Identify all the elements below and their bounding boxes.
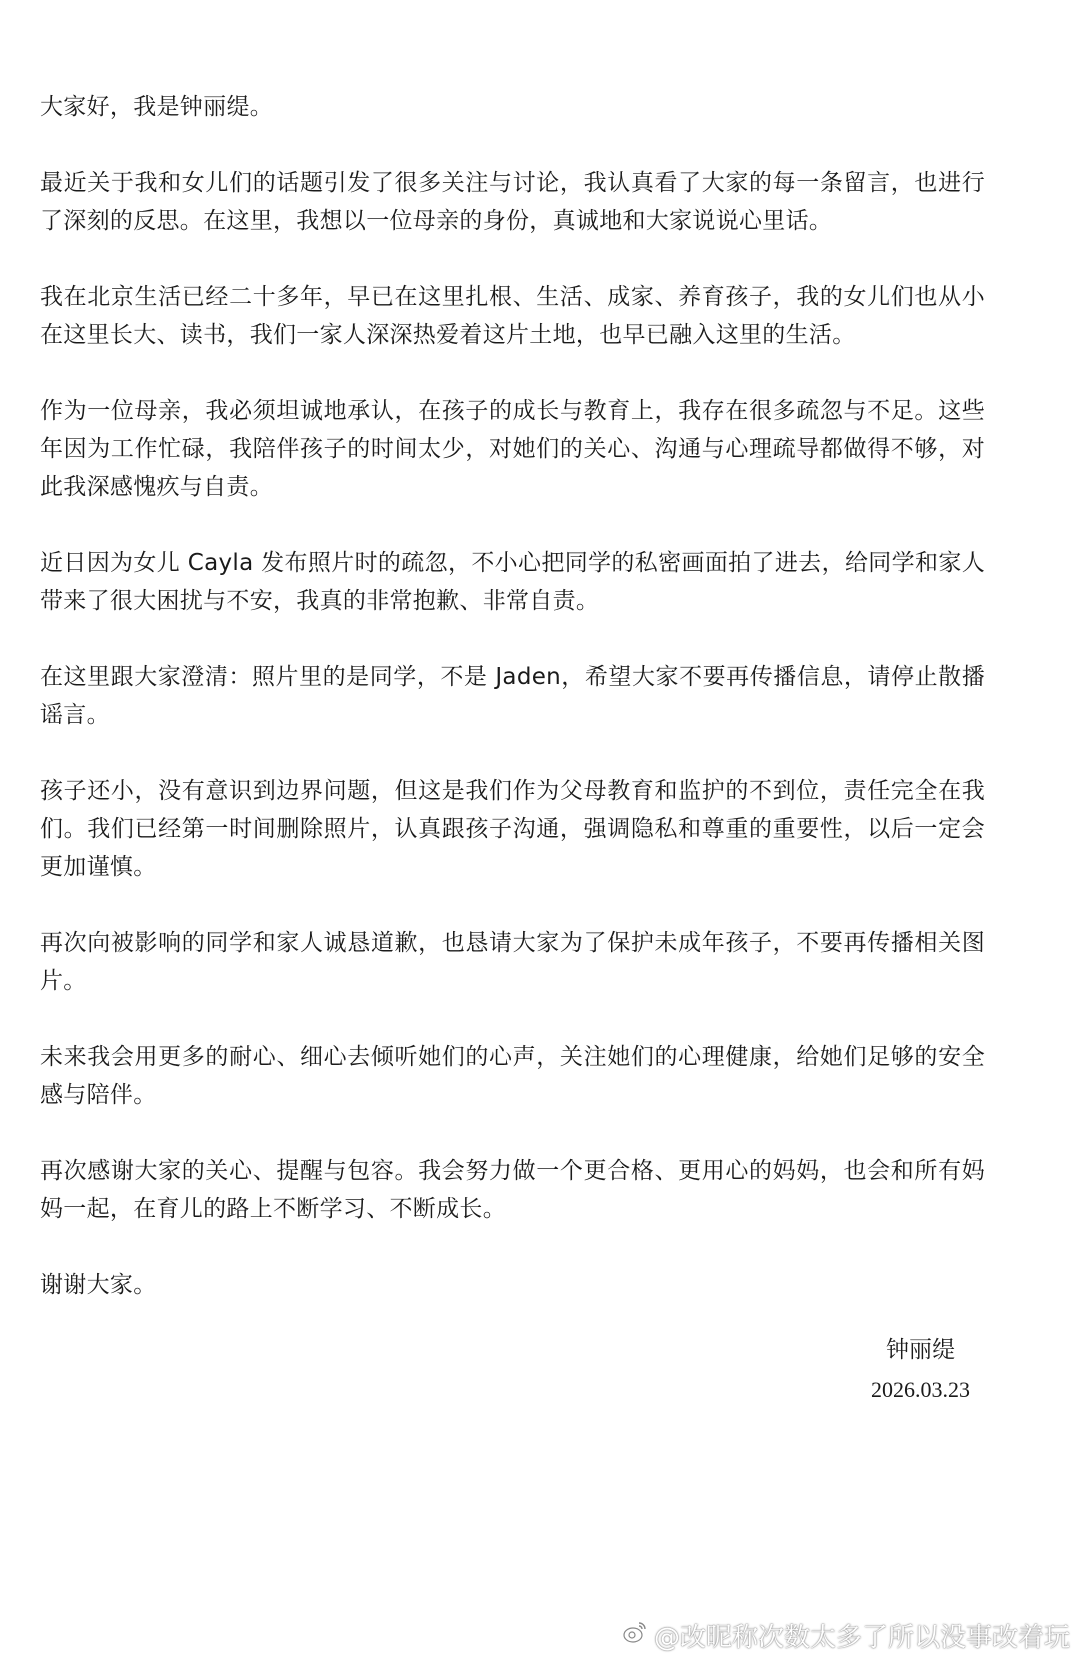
paragraph: 最近关于我和女儿们的话题引发了很多关注与讨论，我认真看了大家的每一条留言，也进行了深刻的反思。在这里，我想以一位母亲的身份，真诚地和大家说说心里话。 <box>40 170 985 234</box>
paragraph: 近日因为女儿 Cayla 发布照片时的疏忽，不小心把同学的私密画面拍了进去，给同学和家人带来了很大困扰与不安，我真的非常抱歉、非常自责。 <box>40 550 985 614</box>
signature-name: 钟丽缇 <box>886 1337 955 1363</box>
paragraph: 再次向被影响的同学和家人诚恳道歉，也恳请大家为了保护未成年孩子，不要再传播相关图片。 <box>40 930 985 994</box>
paragraph: 在这里跟大家澄清：照片里的是同学，不是 Jaden，希望大家不要再传播信息，请停止散播谣言。 <box>40 664 985 728</box>
letter-body <box>40 88 985 1342</box>
paragraph: 再次感谢大家的关心、提醒与包容。我会努力做一个更合格、更用心的妈妈，也会和所有妈妈一起，在育儿的路上不断学习、不断成长。 <box>40 1158 985 1222</box>
paragraph: 我在北京生活已经二十多年，早已在这里扎根、生活、成家、养育孩子，我的女儿们也从小在这里长大、读书，我们一家人深深热爱着这片土地，也早已融入这里的生活。 <box>40 284 985 348</box>
paragraph: 未来我会用更多的耐心、细心去倾听她们的心声，关注她们的心理健康，给她们足够的安全感与陪伴。 <box>40 1044 985 1108</box>
paragraph: 孩子还小，没有意识到边界问题，但这是我们作为父母教育和监护的不到位，责任完全在我们。我们已经第一时间删除照片，认真跟孩子沟通，强调隐私和尊重的重要性，以后一定会更加谨慎。 <box>40 778 985 880</box>
closing: 谢谢大家。 <box>40 1272 157 1298</box>
signature-block <box>871 1330 970 1410</box>
greeting: 大家好，我是钟丽缇。 <box>40 94 273 120</box>
weibo-icon <box>622 1619 648 1652</box>
watermark <box>622 1617 1070 1654</box>
signature-date: 2026.03.23 <box>871 1377 970 1402</box>
paragraph: 作为一位母亲，我必须坦诚地承认，在孩子的成长与教育上，我存在很多疏忽与不足。这些年因为工作忙碌，我陪伴孩子的时间太少，对她们的关心、沟通与心理疏导都做得不够，对此我深感愧疚与自责。 <box>40 398 985 500</box>
watermark-text: @改昵称次数太多了所以没事改着玩 <box>653 1623 1070 1653</box>
